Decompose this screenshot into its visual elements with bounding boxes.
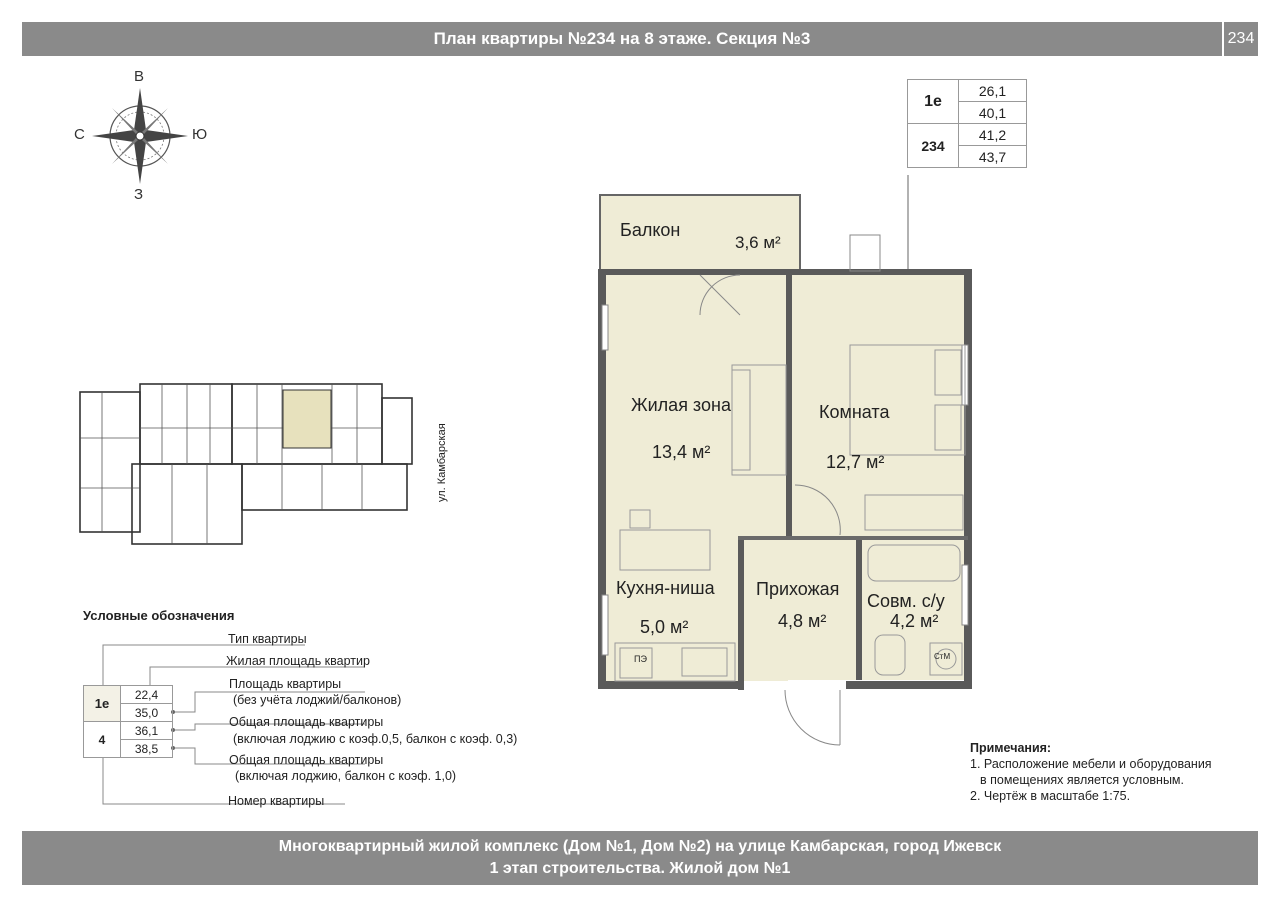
legend-coef-label-2: (включая лоджию с коэф.0,5, балкон с коэф. 0,3) <box>233 732 518 746</box>
washer-label: СтМ <box>934 652 951 661</box>
apartment-info-table <box>907 79 1027 168</box>
legend-sample-v1: 22,4 <box>121 686 173 704</box>
hall-area: 4,8 м² <box>778 611 827 631</box>
apartment-number: 234 <box>908 124 959 168</box>
legend-title: Условные обозначения <box>83 608 235 623</box>
legend-total-label-1: Общая площадь квартиры <box>229 753 384 767</box>
compass-west-label: С <box>74 126 85 143</box>
balcony-name: Балкон <box>620 220 681 240</box>
legend-number-label: Номер квартиры <box>228 794 325 808</box>
notes-line-3: 2. Чертёж в масштабе 1:75. <box>970 789 1131 803</box>
balcony-area: 3,6 м² <box>735 233 781 252</box>
compass-north-label: В <box>134 68 145 85</box>
area-total-value: 43,7 <box>959 146 1027 168</box>
compass-icon <box>90 86 190 186</box>
area-no-balcony-value: 40,1 <box>959 102 1027 124</box>
compass-east-label: Ю <box>192 126 208 143</box>
notes-line-2: в помещениях является условным. <box>980 773 1184 787</box>
legend-coef-label-1: Общая площадь квартиры <box>229 715 384 729</box>
bath-area: 4,2 м² <box>890 611 939 631</box>
kitchen-area: 5,0 м² <box>640 617 689 637</box>
apartment-floor-plan <box>590 165 990 750</box>
legend-sample-type: 1е <box>84 686 121 722</box>
kitchen-name: Кухня-ниша <box>616 578 715 598</box>
legend-sample-number: 4 <box>84 722 121 758</box>
legend-type-label: Тип квартиры <box>228 632 307 646</box>
legend-total-label-2: (включая лоджию, балкон с коэф. 1,0) <box>235 769 457 783</box>
notes-title: Примечания: <box>970 741 1052 755</box>
living-zone-name: Жилая зона <box>631 395 731 415</box>
notes-block <box>970 740 1212 804</box>
street-label: ул. Камбарская <box>436 423 448 502</box>
living-area-value: 26,1 <box>959 80 1027 102</box>
notes-line-1: 1. Расположение мебели и оборудования <box>970 757 1212 771</box>
living-zone-area: 13,4 м² <box>652 442 711 462</box>
section-key-plan <box>72 378 417 548</box>
room-name: Комната <box>819 402 890 422</box>
bath-name: Совм. с/у <box>867 591 945 611</box>
apartment-type: 1е <box>908 80 959 124</box>
page-title-bar <box>22 22 1222 56</box>
legend-area-label-1: Площадь квартиры <box>229 677 342 691</box>
legend-sample-v2: 35,0 <box>121 704 173 722</box>
footer-line-2: 1 этап строительства. Жилой дом №1 <box>489 860 791 877</box>
page-number: 234 <box>1224 22 1258 56</box>
legend-sample-v3: 36,1 <box>121 722 173 740</box>
legend-sample-v4: 38,5 <box>121 740 173 758</box>
legend-living-label: Жилая площадь квартир <box>226 654 370 668</box>
legend-area-label-2: (без учёта лоджий/балконов) <box>233 693 402 707</box>
compass-south-label: З <box>134 186 144 203</box>
area-coef-value: 41,2 <box>959 124 1027 146</box>
compass-rose <box>74 66 220 206</box>
room-area: 12,7 м² <box>826 452 885 472</box>
page-title: План квартиры №234 на 8 этаже. Секция №3 <box>433 29 811 48</box>
footer-line-1: Многоквартирный жилой комплекс (Дом №1, Дом №2) на улице Камбарская, город Ижевск <box>278 838 1002 855</box>
hall-name: Прихожая <box>756 579 840 599</box>
legend-sample-table <box>83 685 173 758</box>
footer-bar <box>22 831 1258 885</box>
stove-label: ПЭ <box>634 654 647 664</box>
